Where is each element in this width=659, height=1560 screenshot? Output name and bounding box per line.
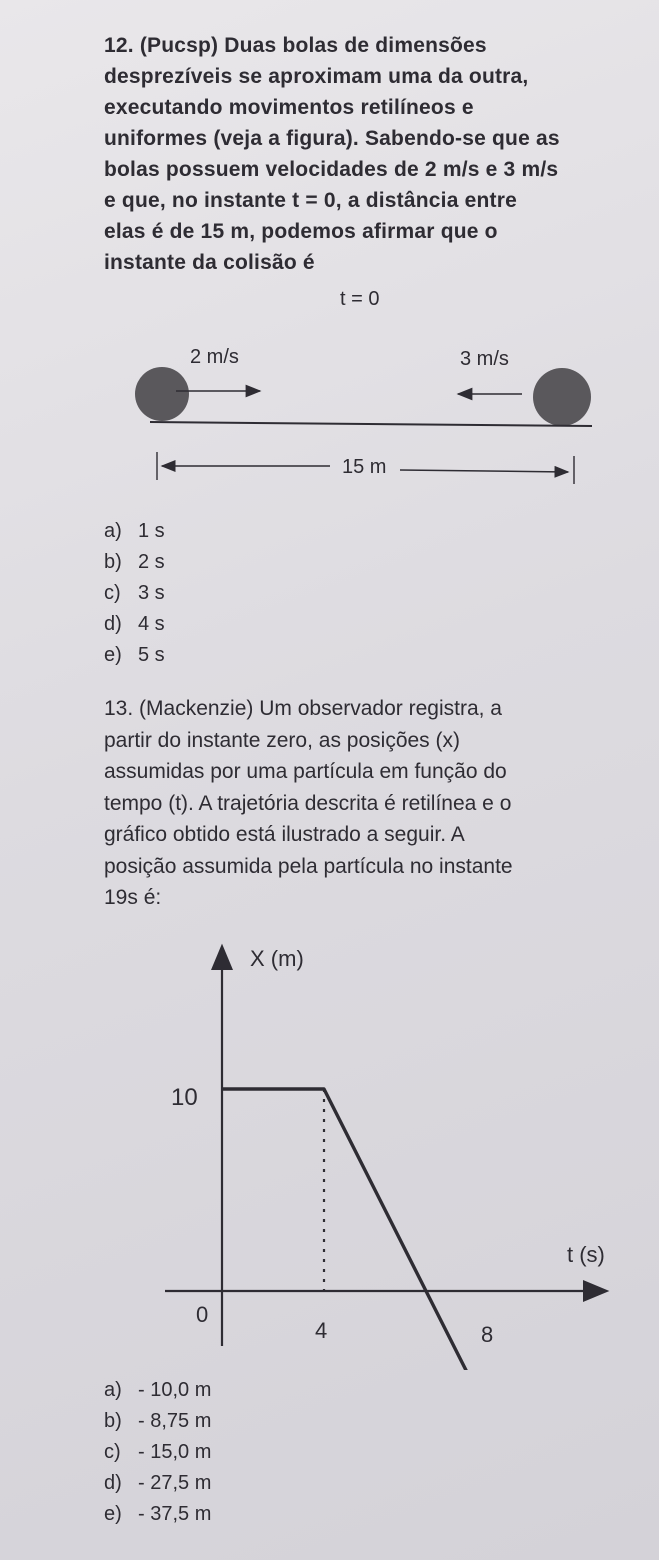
option-letter: b) — [104, 551, 122, 573]
option-c[interactable] — [104, 1437, 211, 1468]
option-letter: b) — [104, 1410, 122, 1432]
question-13-text — [104, 693, 644, 914]
distance-label: 15 m — [338, 456, 390, 479]
option-d[interactable] — [104, 1468, 211, 1499]
option-d[interactable] — [104, 609, 165, 640]
ground-line — [150, 422, 592, 426]
x-tick-label: 4 — [315, 1318, 328, 1343]
collision-figure — [0, 280, 659, 500]
option-letter: c) — [104, 1441, 121, 1463]
time-label: t = 0 — [340, 288, 380, 310]
option-text: - 27,5 m — [138, 1472, 212, 1494]
option-a[interactable] — [104, 1375, 211, 1406]
question-13-line: partir do instante zero, as posições (x) — [104, 728, 460, 752]
option-text: - 37,5 m — [138, 1503, 212, 1525]
option-text: 5 s — [138, 644, 165, 666]
option-letter: e) — [104, 644, 122, 666]
option-letter: e) — [104, 1503, 122, 1525]
question-12-line: executando movimentos retilíneos e — [104, 96, 474, 119]
option-text: - 8,75 m — [138, 1410, 212, 1432]
option-letter: a) — [104, 1379, 122, 1401]
option-text: 1 s — [138, 520, 165, 542]
option-a[interactable] — [104, 516, 165, 547]
option-text: 4 s — [138, 613, 165, 635]
question-13-line: 19s é: — [104, 886, 162, 909]
option-letter: d) — [104, 613, 122, 635]
question-12-line: uniformes (veja a figura). Sabendo-se que as — [104, 127, 560, 150]
option-b[interactable] — [104, 547, 165, 578]
option-e[interactable] — [104, 640, 165, 671]
question-13-line: tempo (t). A trajetória descrita é retilínea e o — [104, 791, 512, 815]
option-letter: c) — [104, 582, 121, 604]
option-letter: d) — [104, 1472, 122, 1494]
distance-arrow-right — [400, 470, 568, 472]
left-ball — [135, 367, 189, 421]
x-tick-label: 8 — [481, 1322, 494, 1347]
question-13-line: 13. (Mackenzie) Um observador registra, a — [104, 697, 502, 720]
question-12-options — [104, 516, 165, 671]
option-text: - 15,0 m — [138, 1441, 212, 1463]
question-13-options — [104, 1375, 211, 1530]
position-time-chart — [0, 940, 659, 1370]
question-12-line: desprezíveis se aproximam uma da outra, — [104, 65, 529, 88]
option-e[interactable] — [104, 1499, 211, 1530]
option-b[interactable] — [104, 1406, 211, 1437]
option-letter: a) — [104, 520, 122, 542]
x-axis-label: t (s) — [567, 1242, 605, 1267]
question-13-line: assumidas por uma partícula em função do — [104, 760, 507, 783]
option-text: 3 s — [138, 582, 165, 604]
x-tick-label: 0 — [196, 1302, 209, 1327]
collision-drawing — [0, 280, 659, 500]
question-12-line: elas é de 15 m, podemos afirmar que o — [104, 220, 498, 243]
question-12-line: instante da colisão é — [104, 251, 315, 274]
right-speed-label: 3 m/s — [460, 348, 509, 370]
option-text: 2 s — [138, 551, 165, 573]
left-speed-label: 2 m/s — [190, 346, 239, 368]
question-13-line: posição assumida pela partícula no instante — [104, 854, 513, 878]
question-12-line: e que, no instante t = 0, a distância entre — [104, 189, 517, 212]
question-12-line: 12. (Pucsp) Duas bolas de dimensões — [104, 34, 487, 57]
option-text: - 10,0 m — [138, 1379, 212, 1401]
series-line — [222, 1089, 477, 1370]
chart-svg — [0, 940, 659, 1370]
right-ball — [533, 368, 591, 426]
question-13-line: gráfico obtido está ilustrado a seguir. A — [104, 823, 465, 846]
option-c[interactable] — [104, 578, 165, 609]
question-12-text — [104, 30, 644, 278]
y-tick-label: 10 — [171, 1084, 198, 1111]
question-12-line: bolas possuem velocidades de 2 m/s e 3 m/s — [104, 158, 559, 181]
y-axis-label: X (m) — [250, 946, 304, 971]
